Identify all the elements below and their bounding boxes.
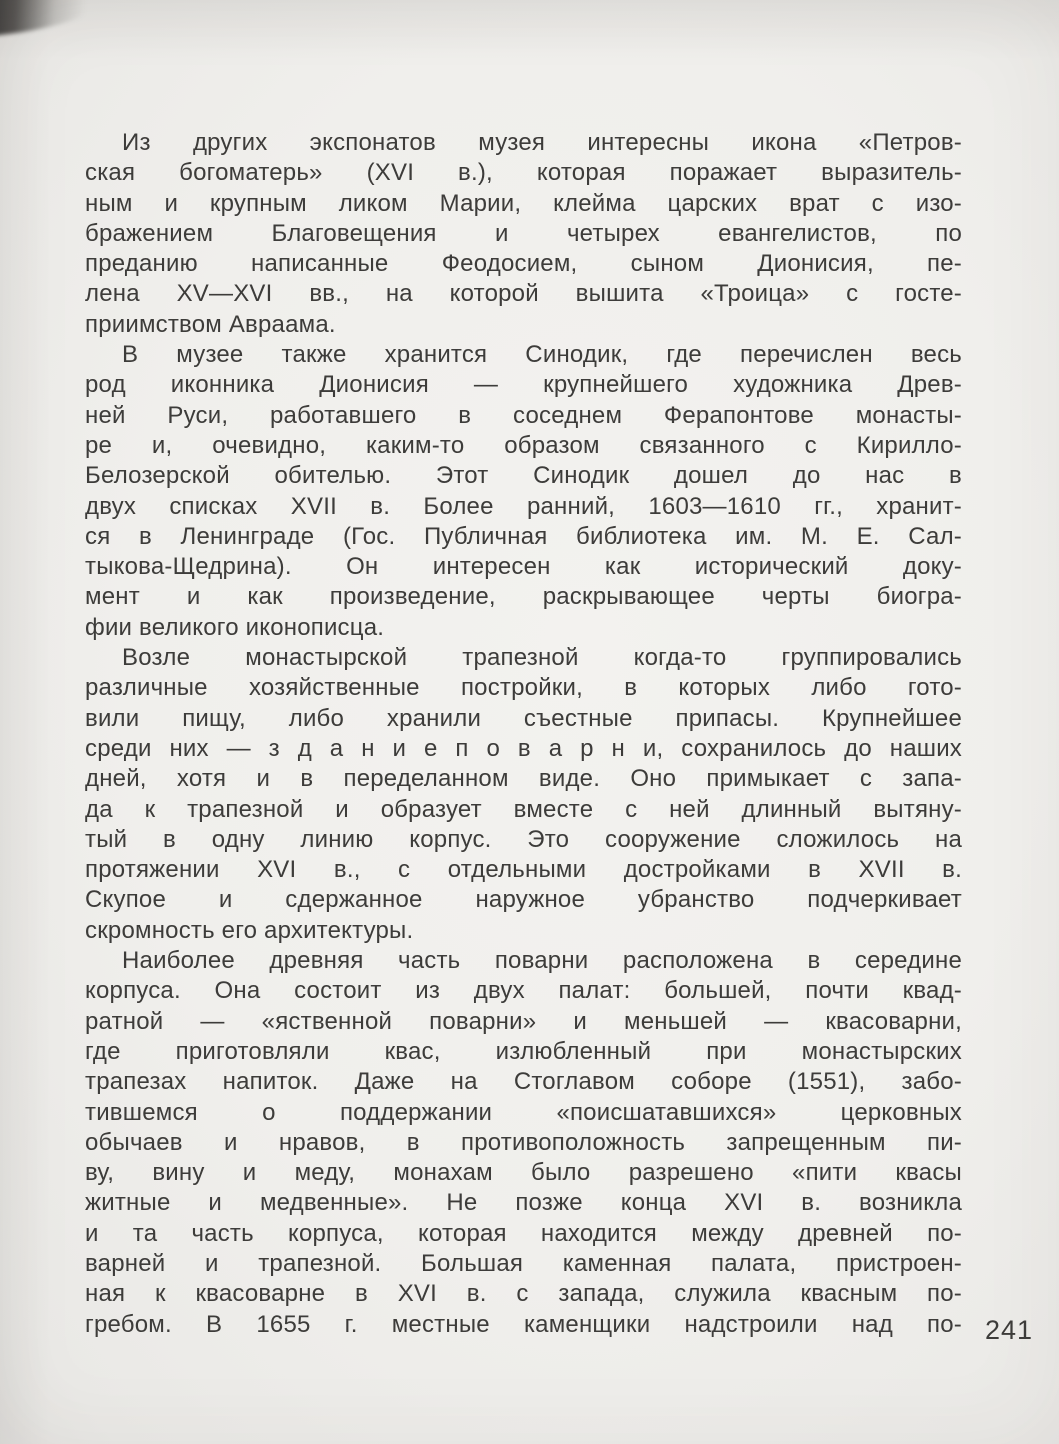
text-line: Скупое и сдержанное наружное убранство подчеркивает <box>85 886 962 914</box>
paragraph <box>85 946 962 1340</box>
text-line: фии великого иконописца. <box>85 613 385 641</box>
text-line: лена XV—XVI вв., на которой вышита «Троица» с госте- <box>85 280 962 308</box>
text-line: Возле монастырской трапезной когда-то группировались <box>122 644 962 672</box>
text-line: приимством Авраама. <box>85 310 336 338</box>
text-column <box>85 128 962 1340</box>
paragraph <box>85 340 962 643</box>
text-line: и та часть корпуса, которая находится между древней по- <box>85 1219 962 1247</box>
text-line: ным и крупным ликом Марии, клейма царских врат с изо- <box>85 189 962 217</box>
text-line: тившемся о поддержании «поисшатавшихся» церковных <box>85 1098 962 1126</box>
text-line: ву, вину и меду, монахам было разрешено «пити квасы <box>85 1159 962 1187</box>
paragraph <box>85 643 962 946</box>
text-line: В музее также хранится Синодик, где перечислен весь <box>122 341 962 369</box>
text-line: различные хозяйственные постройки, в которых либо гото- <box>85 674 962 702</box>
text-line: корпуса. Она состоит из двух палат: большей, почти квад- <box>85 977 962 1005</box>
text-line: Наиболее древняя часть поварни расположена в середине <box>122 947 962 975</box>
text-line: протяжении XVI в., с отдельными достройками в XVII в. <box>85 856 962 884</box>
text-line: мент и как произведение, раскрывающее черты биогра- <box>85 583 962 611</box>
text-line: ся в Ленинграде (Гос. Публичная библиотека им. М. Е. Сал- <box>85 522 962 550</box>
text-line: трапезах напиток. Даже на Стоглавом соборе (1551), забо- <box>85 1068 962 1096</box>
text-line: Белозерской обителью. Этот Синодик дошел до нас в <box>85 462 962 490</box>
scan-left-shadow <box>0 0 50 1444</box>
text-line: да к трапезной и образует вместе с ней длинный вытяну- <box>85 795 962 823</box>
text-line: обычаев и нравов, в противоположность запрещенным пи- <box>85 1128 962 1156</box>
text-line: ратной — «яственной поварни» и меньшей — квасоварни, <box>85 1007 962 1035</box>
paragraph <box>85 128 962 340</box>
scan-top-shadow <box>0 0 1059 60</box>
text-line: среди них — з д а н и е п о в а р н и, сохранилось до наших <box>85 734 962 762</box>
text-line: житные и медвенные». Не позже конца XVI в. возникла <box>85 1189 962 1217</box>
text-line: двух списках XVII в. Более ранний, 1603—1610 гг., хранит- <box>85 492 962 520</box>
text-line: скромность его архитектуры. <box>85 916 414 944</box>
text-line: бражением Благовещения и четырех евангелистов, по <box>85 219 962 247</box>
text-line: Из других экспонатов музея интересны икона «Петров- <box>122 129 962 156</box>
page-number: 241 <box>985 1315 1034 1345</box>
text-line: гребом. В 1655 г. местные каменщики надстроили над по- <box>85 1310 962 1338</box>
text-line: ская богоматерь» (XVI в.), которая поражает выразитель- <box>85 159 962 187</box>
text-line: ре и, очевидно, каким-то образом связанного с Кирилло- <box>85 431 962 459</box>
text-line: ная к квасоварне в XVI в. с запада, служила квасным по- <box>85 1280 962 1308</box>
text-line: варней и трапезной. Большая каменная палата, пристроен- <box>85 1249 962 1277</box>
text-line: род иконника Дионисия — крупнейшего художника Древ- <box>85 371 962 399</box>
text-line: дней, хотя и в переделанном виде. Оно примыкает с запа- <box>85 765 962 793</box>
text-line: тыкова-Щедрина). Он интересен как исторический доку- <box>85 553 962 581</box>
text-line: тый в одну линию корпус. Это сооружение сложилось на <box>85 825 962 853</box>
text-line: ней Руси, работавшего в соседнем Ферапонтове монасты- <box>85 401 962 429</box>
text-line: где приготовляли квас, излюбленный при монастырских <box>85 1037 962 1065</box>
text-line: вили пищу, либо хранили съестные припасы. Крупнейшее <box>85 704 962 732</box>
text-line: преданию написанные Феодосием, сыном Дионисия, пе- <box>85 250 962 278</box>
